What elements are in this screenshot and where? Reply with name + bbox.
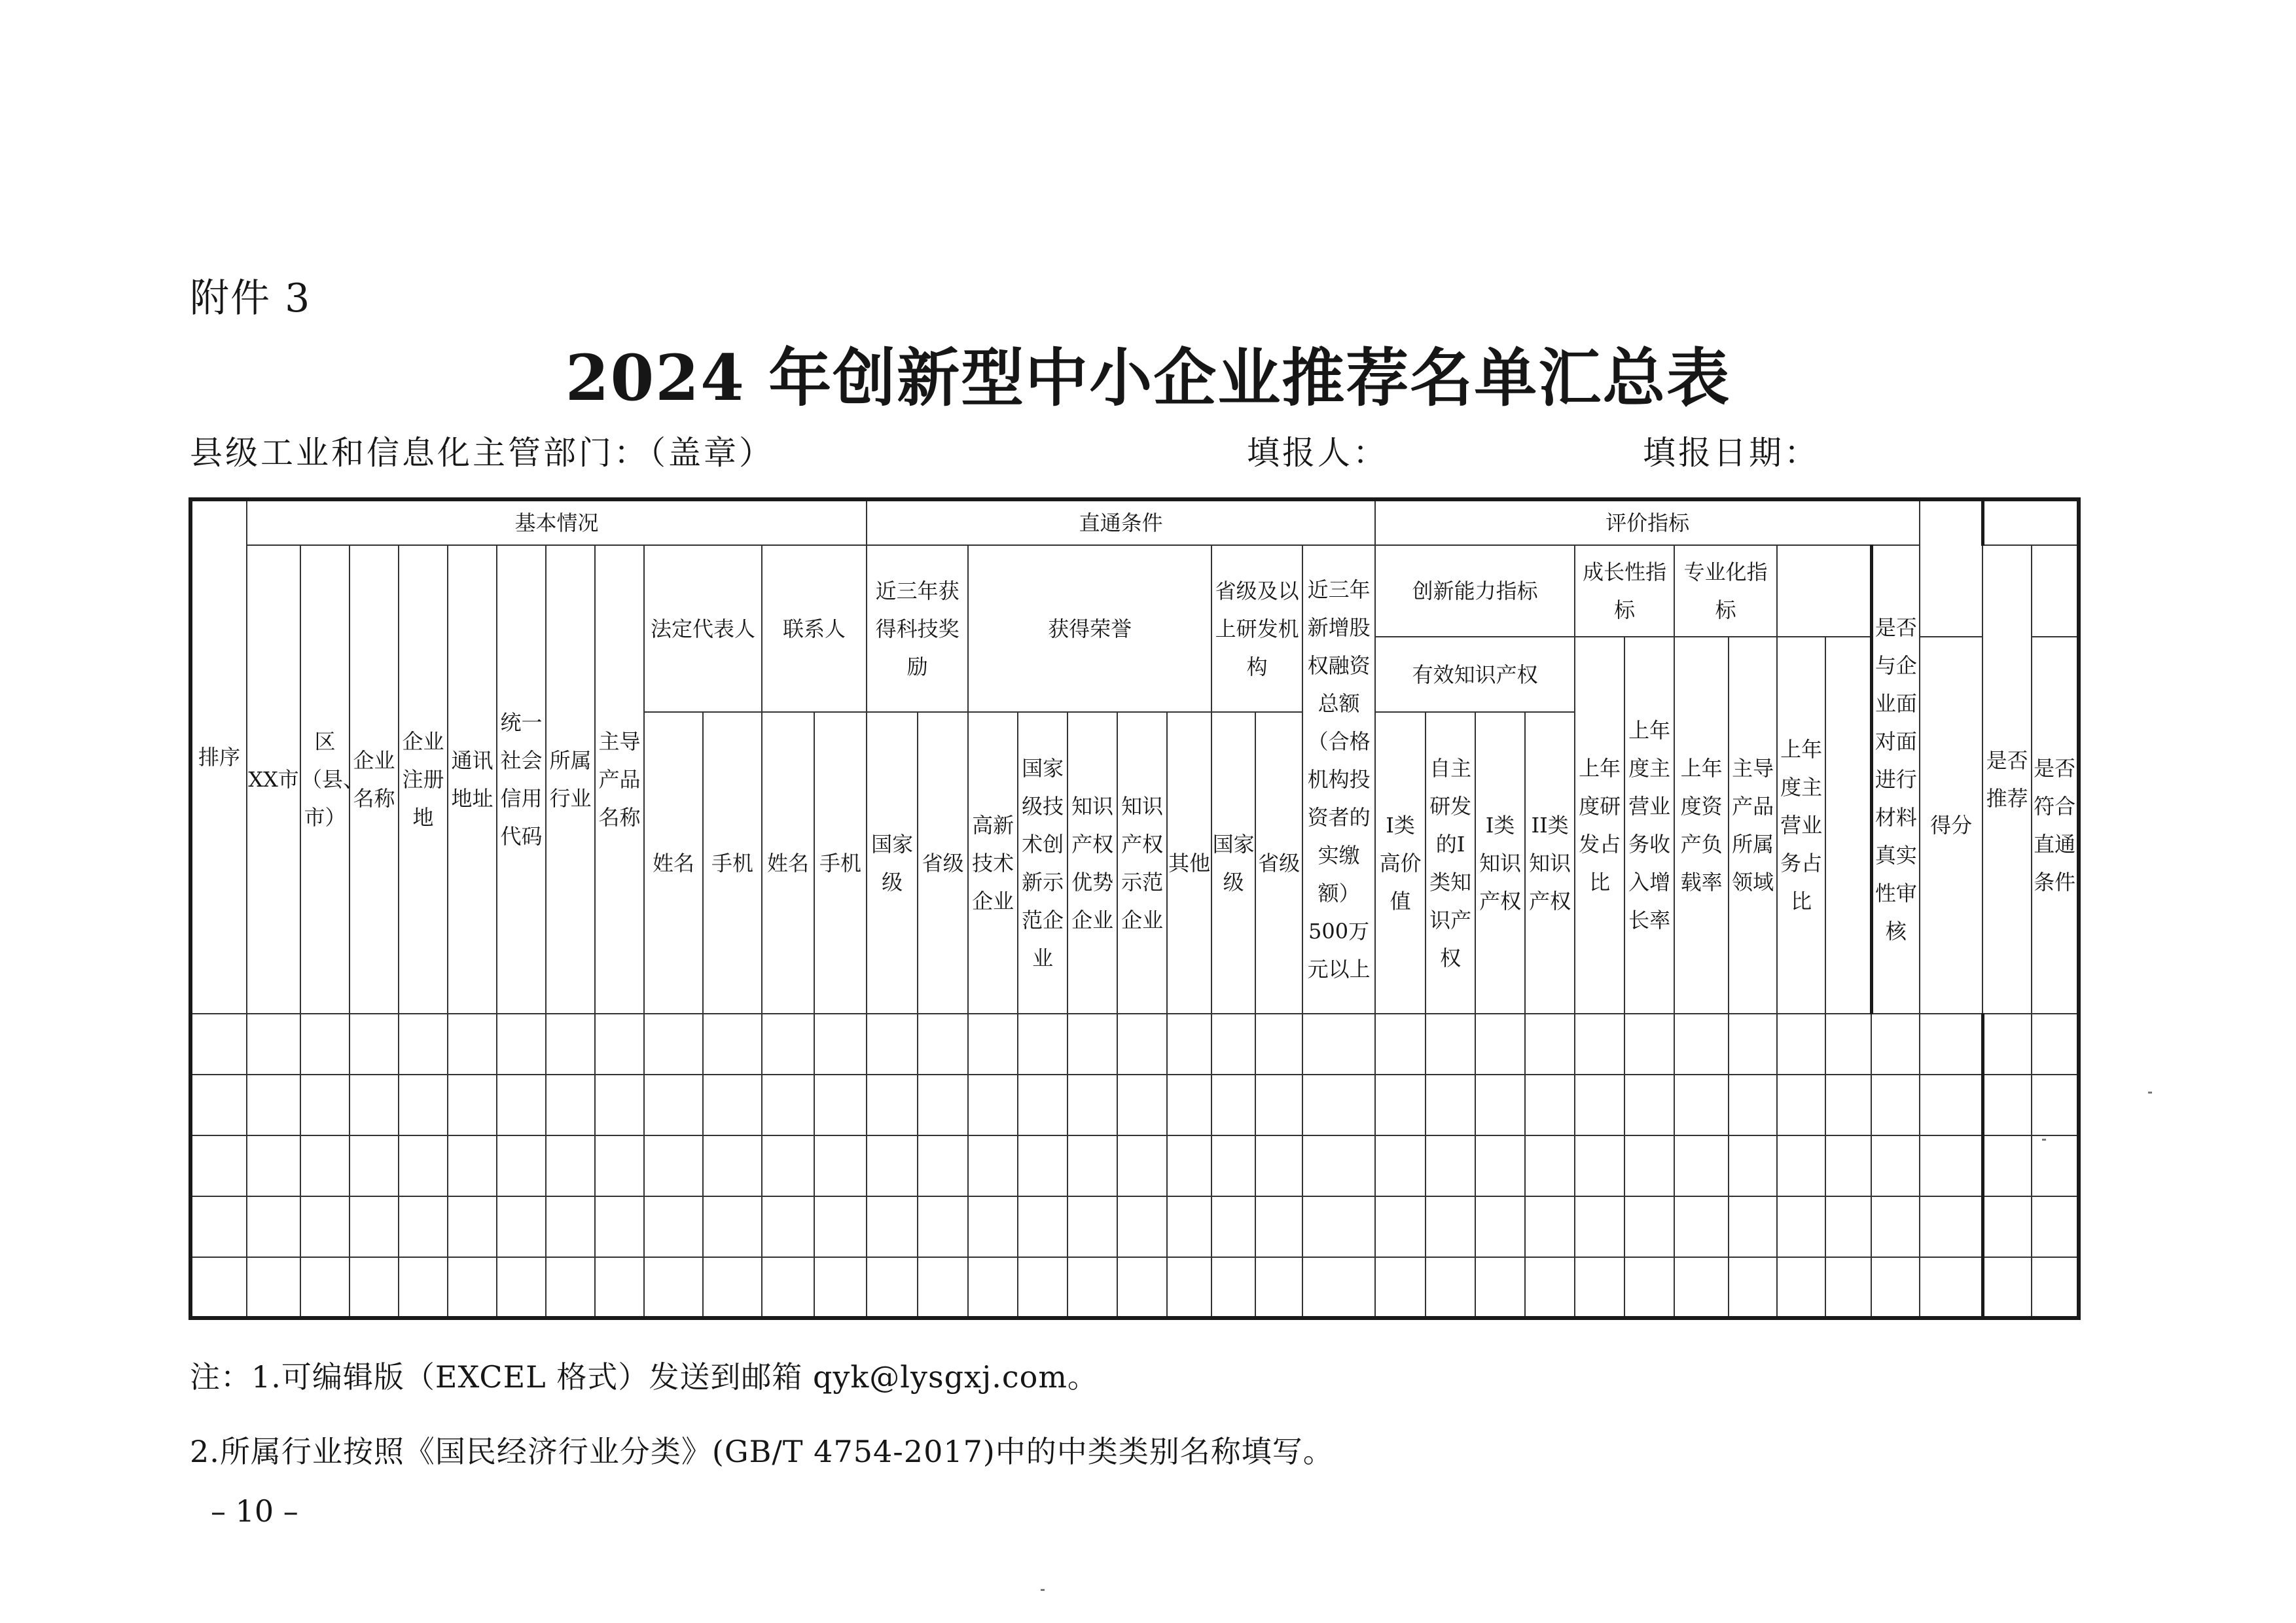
header-cell: 区（县、市） — [300, 545, 350, 1014]
data-cell[interactable] — [1920, 1135, 1982, 1196]
data-cell[interactable] — [1167, 1196, 1211, 1257]
data-cell[interactable] — [595, 1135, 644, 1196]
header-cell: 近三年获得科技奖励 — [867, 545, 968, 712]
summary-table — [188, 497, 2081, 1320]
data-cell[interactable] — [1825, 1257, 1871, 1318]
data-cell[interactable] — [1426, 1014, 1475, 1075]
data-cell[interactable] — [1871, 1075, 1920, 1135]
header-cell: I类知识产权 — [1475, 712, 1525, 1014]
data-cell[interactable] — [1117, 1196, 1167, 1257]
data-cell[interactable] — [968, 1196, 1018, 1257]
header-cell: II类知识产权 — [1525, 712, 1575, 1014]
header-cell: 有效知识产权 — [1375, 637, 1575, 712]
data-cell[interactable] — [1211, 1257, 1255, 1318]
data-cell[interactable] — [918, 1257, 968, 1318]
data-cell[interactable] — [1475, 1257, 1525, 1318]
data-cell[interactable] — [1777, 1075, 1825, 1135]
data-cell[interactable] — [448, 1075, 497, 1135]
data-cell[interactable] — [1982, 1257, 2032, 1318]
data-cell[interactable] — [546, 1075, 595, 1135]
data-cell[interactable] — [546, 1014, 595, 1075]
data-cell[interactable] — [497, 1257, 546, 1318]
data-cell[interactable] — [1426, 1075, 1475, 1135]
data-cell[interactable] — [867, 1135, 918, 1196]
page-number: – 10 – — [211, 1493, 298, 1529]
data-cell[interactable] — [1211, 1014, 1255, 1075]
data-cell[interactable] — [1920, 1257, 1982, 1318]
data-cell[interactable] — [448, 1196, 497, 1257]
data-cell[interactable] — [350, 1135, 399, 1196]
header-cell: 上年度资产负载率 — [1674, 637, 1729, 1014]
data-cell[interactable] — [644, 1257, 703, 1318]
data-cell[interactable] — [1777, 1196, 1825, 1257]
data-cell[interactable] — [1674, 1257, 1729, 1318]
data-cell[interactable] — [1982, 1196, 2032, 1257]
data-cell[interactable] — [247, 1135, 300, 1196]
data-cell[interactable] — [350, 1014, 399, 1075]
data-cell[interactable] — [1982, 1014, 2032, 1075]
header-cell: 国家级 — [867, 712, 918, 1014]
data-cell[interactable] — [1211, 1135, 1255, 1196]
page-title: 2024 年创新型中小企业推荐名单汇总表 — [565, 341, 1731, 415]
data-cell[interactable] — [918, 1196, 968, 1257]
data-cell[interactable] — [190, 1135, 247, 1196]
header-cell: 知识产权示范企业 — [1117, 712, 1167, 1014]
data-cell[interactable] — [1167, 1075, 1211, 1135]
header-cell: 主导产品名称 — [595, 545, 644, 1014]
table-row — [190, 1135, 2079, 1196]
data-cell[interactable] — [1475, 1135, 1525, 1196]
data-cell[interactable] — [1777, 1014, 1825, 1075]
data-cell[interactable] — [1302, 1014, 1375, 1075]
data-cell[interactable] — [1475, 1196, 1525, 1257]
data-cell[interactable] — [1624, 1075, 1674, 1135]
header-cell: 上年度研发占比 — [1575, 637, 1624, 1014]
data-cell[interactable] — [968, 1014, 1018, 1075]
header-cell: 通讯地址 — [448, 545, 497, 1014]
data-cell[interactable] — [1375, 1196, 1426, 1257]
header-cell: 其他 — [1167, 712, 1211, 1014]
data-cell[interactable] — [190, 1196, 247, 1257]
data-cell[interactable] — [247, 1075, 300, 1135]
data-cell[interactable] — [247, 1014, 300, 1075]
data-cell[interactable] — [1525, 1196, 1575, 1257]
data-cell[interactable] — [968, 1075, 1018, 1135]
data-cell[interactable] — [1825, 1135, 1871, 1196]
header-cell: XX市 — [247, 545, 300, 1014]
header-cell: 省级及以上研发机构 — [1211, 545, 1302, 712]
data-cell[interactable] — [1018, 1075, 1067, 1135]
data-cell[interactable] — [595, 1196, 644, 1257]
data-cell[interactable] — [918, 1075, 968, 1135]
data-cell[interactable] — [546, 1135, 595, 1196]
data-cell[interactable] — [814, 1075, 867, 1135]
data-cell[interactable] — [814, 1196, 867, 1257]
header-cell: 基本情况 — [247, 499, 867, 545]
data-cell[interactable] — [1475, 1075, 1525, 1135]
data-cell[interactable] — [814, 1135, 867, 1196]
data-cell[interactable] — [190, 1257, 247, 1318]
data-cell[interactable] — [1575, 1135, 1624, 1196]
data-cell[interactable] — [1920, 1075, 1982, 1135]
scan-speck — [1041, 1589, 1045, 1591]
header-cell: 是否符合直通条件 — [2032, 637, 2079, 1014]
data-cell[interactable] — [448, 1014, 497, 1075]
data-cell[interactable] — [1674, 1196, 1729, 1257]
header-cell: 省级 — [918, 712, 968, 1014]
data-cell[interactable] — [1302, 1075, 1375, 1135]
note-industry: 2.所属行业按照《国民经济行业分类》(GB/T 4754-2017)中的中类类别名称填写。 — [190, 1434, 1334, 1469]
data-cell[interactable] — [1067, 1257, 1117, 1318]
data-cell[interactable] — [300, 1196, 350, 1257]
data-cell[interactable] — [867, 1014, 918, 1075]
data-cell[interactable] — [1167, 1257, 1211, 1318]
data-cell[interactable] — [1920, 1014, 1982, 1075]
data-cell[interactable] — [300, 1075, 350, 1135]
table-row — [190, 1075, 2079, 1135]
data-cell[interactable] — [1777, 1135, 1825, 1196]
header-cell: 获得荣誉 — [968, 545, 1211, 712]
table-row — [190, 1196, 2079, 1257]
scan-speck — [2148, 1092, 2152, 1094]
data-cell[interactable] — [190, 1075, 247, 1135]
header-cell: 企业名称 — [350, 545, 399, 1014]
data-cell[interactable] — [1825, 1014, 1871, 1075]
data-cell[interactable] — [762, 1135, 814, 1196]
data-cell[interactable] — [1825, 1075, 1871, 1135]
header-cell: 所属行业 — [546, 545, 595, 1014]
header-cell: 得分 — [1920, 637, 1982, 1014]
data-cell[interactable] — [1255, 1257, 1302, 1318]
data-cell[interactable] — [1167, 1014, 1211, 1075]
data-cell[interactable] — [1624, 1135, 1674, 1196]
header-cell: 评价指标 — [1375, 499, 1920, 545]
data-cell[interactable] — [190, 1014, 247, 1075]
data-cell[interactable] — [814, 1014, 867, 1075]
header-cell: 是否推荐 — [1982, 545, 2032, 1014]
data-cell[interactable] — [1575, 1257, 1624, 1318]
header-cell: 法定代表人 — [644, 545, 762, 712]
data-cell[interactable] — [1117, 1135, 1167, 1196]
table-row — [190, 1257, 2079, 1318]
header-cell: 高新技术企业 — [968, 712, 1018, 1014]
header-cell — [1920, 499, 1982, 637]
data-cell[interactable] — [595, 1075, 644, 1135]
data-cell[interactable] — [1871, 1196, 1920, 1257]
data-cell[interactable] — [1018, 1257, 1067, 1318]
data-cell[interactable] — [918, 1014, 968, 1075]
data-cell[interactable] — [1211, 1196, 1255, 1257]
data-cell[interactable] — [1525, 1014, 1575, 1075]
header-cell: 上年度主营业务占比 — [1777, 637, 1825, 1014]
data-cell[interactable] — [1302, 1257, 1375, 1318]
header-cell: 上年度主营业务收入增长率 — [1624, 637, 1674, 1014]
data-cell[interactable] — [644, 1135, 703, 1196]
data-cell[interactable] — [1167, 1135, 1211, 1196]
data-cell[interactable] — [867, 1257, 918, 1318]
header-cell — [1777, 545, 1871, 637]
header-cell: 联系人 — [762, 545, 867, 712]
header-cell: 自主研发的I类知识产权 — [1426, 712, 1475, 1014]
data-cell[interactable] — [644, 1075, 703, 1135]
data-cell[interactable] — [762, 1257, 814, 1318]
data-cell[interactable] — [1067, 1196, 1117, 1257]
data-cell[interactable] — [350, 1075, 399, 1135]
department-line: 县级工业和信息化主管部门：（盖章） — [190, 434, 774, 472]
data-cell[interactable] — [247, 1257, 300, 1318]
data-cell[interactable] — [968, 1135, 1018, 1196]
data-cell[interactable] — [399, 1075, 448, 1135]
table-row — [190, 1014, 2079, 1075]
data-cell[interactable] — [1871, 1135, 1920, 1196]
data-cell[interactable] — [1729, 1075, 1777, 1135]
data-cell[interactable] — [1302, 1135, 1375, 1196]
data-cell[interactable] — [1255, 1014, 1302, 1075]
data-cell[interactable] — [546, 1196, 595, 1257]
data-cell[interactable] — [1375, 1257, 1426, 1318]
data-cell[interactable] — [867, 1075, 918, 1135]
data-cell[interactable] — [595, 1257, 644, 1318]
header-cell: 省级 — [1255, 712, 1302, 1014]
data-cell[interactable] — [918, 1135, 968, 1196]
data-cell[interactable] — [968, 1257, 1018, 1318]
data-cell[interactable] — [1624, 1014, 1674, 1075]
data-cell[interactable] — [1018, 1014, 1067, 1075]
data-cell[interactable] — [2032, 1196, 2079, 1257]
header-cell: 手机 — [703, 712, 762, 1014]
data-cell[interactable] — [1729, 1257, 1777, 1318]
data-cell[interactable] — [1674, 1014, 1729, 1075]
data-cell[interactable] — [1624, 1196, 1674, 1257]
data-cell[interactable] — [1982, 1135, 2032, 1196]
data-cell[interactable] — [350, 1196, 399, 1257]
data-cell[interactable] — [497, 1014, 546, 1075]
data-cell[interactable] — [1117, 1257, 1167, 1318]
header-row — [190, 499, 2079, 545]
header-cell: 直通条件 — [867, 499, 1375, 545]
data-cell[interactable] — [1777, 1257, 1825, 1318]
data-cell[interactable] — [546, 1257, 595, 1318]
header-cell: 排序 — [190, 499, 247, 1014]
filler-label: 填报人： — [1247, 434, 1388, 472]
data-cell[interactable] — [703, 1014, 762, 1075]
data-cell[interactable] — [867, 1196, 918, 1257]
header-cell: 姓名 — [644, 712, 703, 1014]
data-cell[interactable] — [703, 1196, 762, 1257]
header-cell: 主导产品所属领域 — [1729, 637, 1777, 1014]
data-cell[interactable] — [1255, 1075, 1302, 1135]
data-cell[interactable] — [1729, 1196, 1777, 1257]
header-cell: 知识产权优势企业 — [1067, 712, 1117, 1014]
data-cell[interactable] — [1674, 1135, 1729, 1196]
header-row — [190, 545, 2079, 637]
data-cell[interactable] — [1067, 1135, 1117, 1196]
header-cell — [1982, 499, 2079, 545]
data-cell[interactable] — [300, 1257, 350, 1318]
data-cell[interactable] — [2032, 1075, 2079, 1135]
data-cell[interactable] — [2032, 1014, 2079, 1075]
data-cell[interactable] — [1475, 1014, 1525, 1075]
data-cell[interactable] — [497, 1196, 546, 1257]
header-cell: 企业注册地 — [399, 545, 448, 1014]
data-cell[interactable] — [1117, 1014, 1167, 1075]
header-cell: 成长性指标 — [1575, 545, 1674, 637]
data-cell[interactable] — [644, 1014, 703, 1075]
data-cell[interactable] — [1825, 1196, 1871, 1257]
data-cell[interactable] — [1018, 1196, 1067, 1257]
data-cell[interactable] — [399, 1135, 448, 1196]
header-cell: I类高价值 — [1375, 712, 1426, 1014]
header-cell: 统一社会信用代码 — [497, 545, 546, 1014]
data-cell[interactable] — [1920, 1196, 1982, 1257]
data-cell[interactable] — [1525, 1075, 1575, 1135]
fill-date-label: 填报日期： — [1643, 434, 1820, 472]
data-cell[interactable] — [814, 1257, 867, 1318]
header-cell: 近三年新增股权融资总额（合格机构投资者的实缴额）500万元以上 — [1302, 545, 1375, 1014]
header-cell — [1825, 637, 1871, 1014]
header-cell: 是否与企业面对面进行材料真实性审核 — [1871, 545, 1920, 1014]
data-cell[interactable] — [350, 1257, 399, 1318]
data-cell[interactable] — [497, 1135, 546, 1196]
data-cell[interactable] — [762, 1075, 814, 1135]
data-cell[interactable] — [1624, 1257, 1674, 1318]
data-cell[interactable] — [1525, 1135, 1575, 1196]
data-cell[interactable] — [1871, 1014, 1920, 1075]
data-cell[interactable] — [300, 1135, 350, 1196]
data-cell[interactable] — [1575, 1075, 1624, 1135]
data-cell[interactable] — [1375, 1014, 1426, 1075]
data-cell[interactable] — [1255, 1135, 1302, 1196]
data-cell[interactable] — [1674, 1075, 1729, 1135]
data-cell[interactable] — [1211, 1075, 1255, 1135]
data-cell[interactable] — [703, 1075, 762, 1135]
data-cell[interactable] — [762, 1014, 814, 1075]
header-cell: 姓名 — [762, 712, 814, 1014]
data-cell[interactable] — [1729, 1014, 1777, 1075]
data-cell[interactable] — [1018, 1135, 1067, 1196]
data-cell[interactable] — [1255, 1196, 1302, 1257]
data-cell[interactable] — [1871, 1257, 1920, 1318]
data-cell[interactable] — [703, 1135, 762, 1196]
header-cell: 国家级 — [1211, 712, 1255, 1014]
data-cell[interactable] — [2032, 1135, 2079, 1196]
data-cell[interactable] — [1117, 1075, 1167, 1135]
header-cell: 国家级技术创新示范企业 — [1018, 712, 1067, 1014]
data-cell[interactable] — [497, 1075, 546, 1135]
data-cell[interactable] — [1729, 1135, 1777, 1196]
note-email: 注：1.可编辑版（EXCEL 格式）发送到邮箱 qyk@lysgxj.com。 — [190, 1359, 1098, 1395]
data-cell[interactable] — [399, 1196, 448, 1257]
data-cell[interactable] — [247, 1196, 300, 1257]
header-cell: 专业化指标 — [1674, 545, 1777, 637]
data-cell[interactable] — [762, 1196, 814, 1257]
data-cell[interactable] — [644, 1196, 703, 1257]
data-cell[interactable] — [399, 1257, 448, 1318]
data-cell[interactable] — [1525, 1257, 1575, 1318]
data-cell[interactable] — [448, 1135, 497, 1196]
data-cell[interactable] — [1426, 1135, 1475, 1196]
attachment-label: 附件 3 — [190, 276, 312, 321]
data-cell[interactable] — [1375, 1075, 1426, 1135]
data-cell[interactable] — [2032, 1257, 2079, 1318]
data-cell[interactable] — [448, 1257, 497, 1318]
header-cell: 创新能力指标 — [1375, 545, 1575, 637]
data-cell[interactable] — [1575, 1014, 1624, 1075]
data-cell[interactable] — [1067, 1075, 1117, 1135]
data-cell[interactable] — [1426, 1196, 1475, 1257]
data-cell[interactable] — [1067, 1014, 1117, 1075]
header-cell: 手机 — [814, 712, 867, 1014]
data-cell[interactable] — [1426, 1257, 1475, 1318]
data-cell[interactable] — [399, 1014, 448, 1075]
data-cell[interactable] — [300, 1014, 350, 1075]
data-cell[interactable] — [1575, 1196, 1624, 1257]
data-cell[interactable] — [1375, 1135, 1426, 1196]
data-cell[interactable] — [1982, 1075, 2032, 1135]
data-cell[interactable] — [595, 1014, 644, 1075]
data-cell[interactable] — [1302, 1196, 1375, 1257]
scan-speck — [2042, 1139, 2046, 1141]
data-cell[interactable] — [703, 1257, 762, 1318]
